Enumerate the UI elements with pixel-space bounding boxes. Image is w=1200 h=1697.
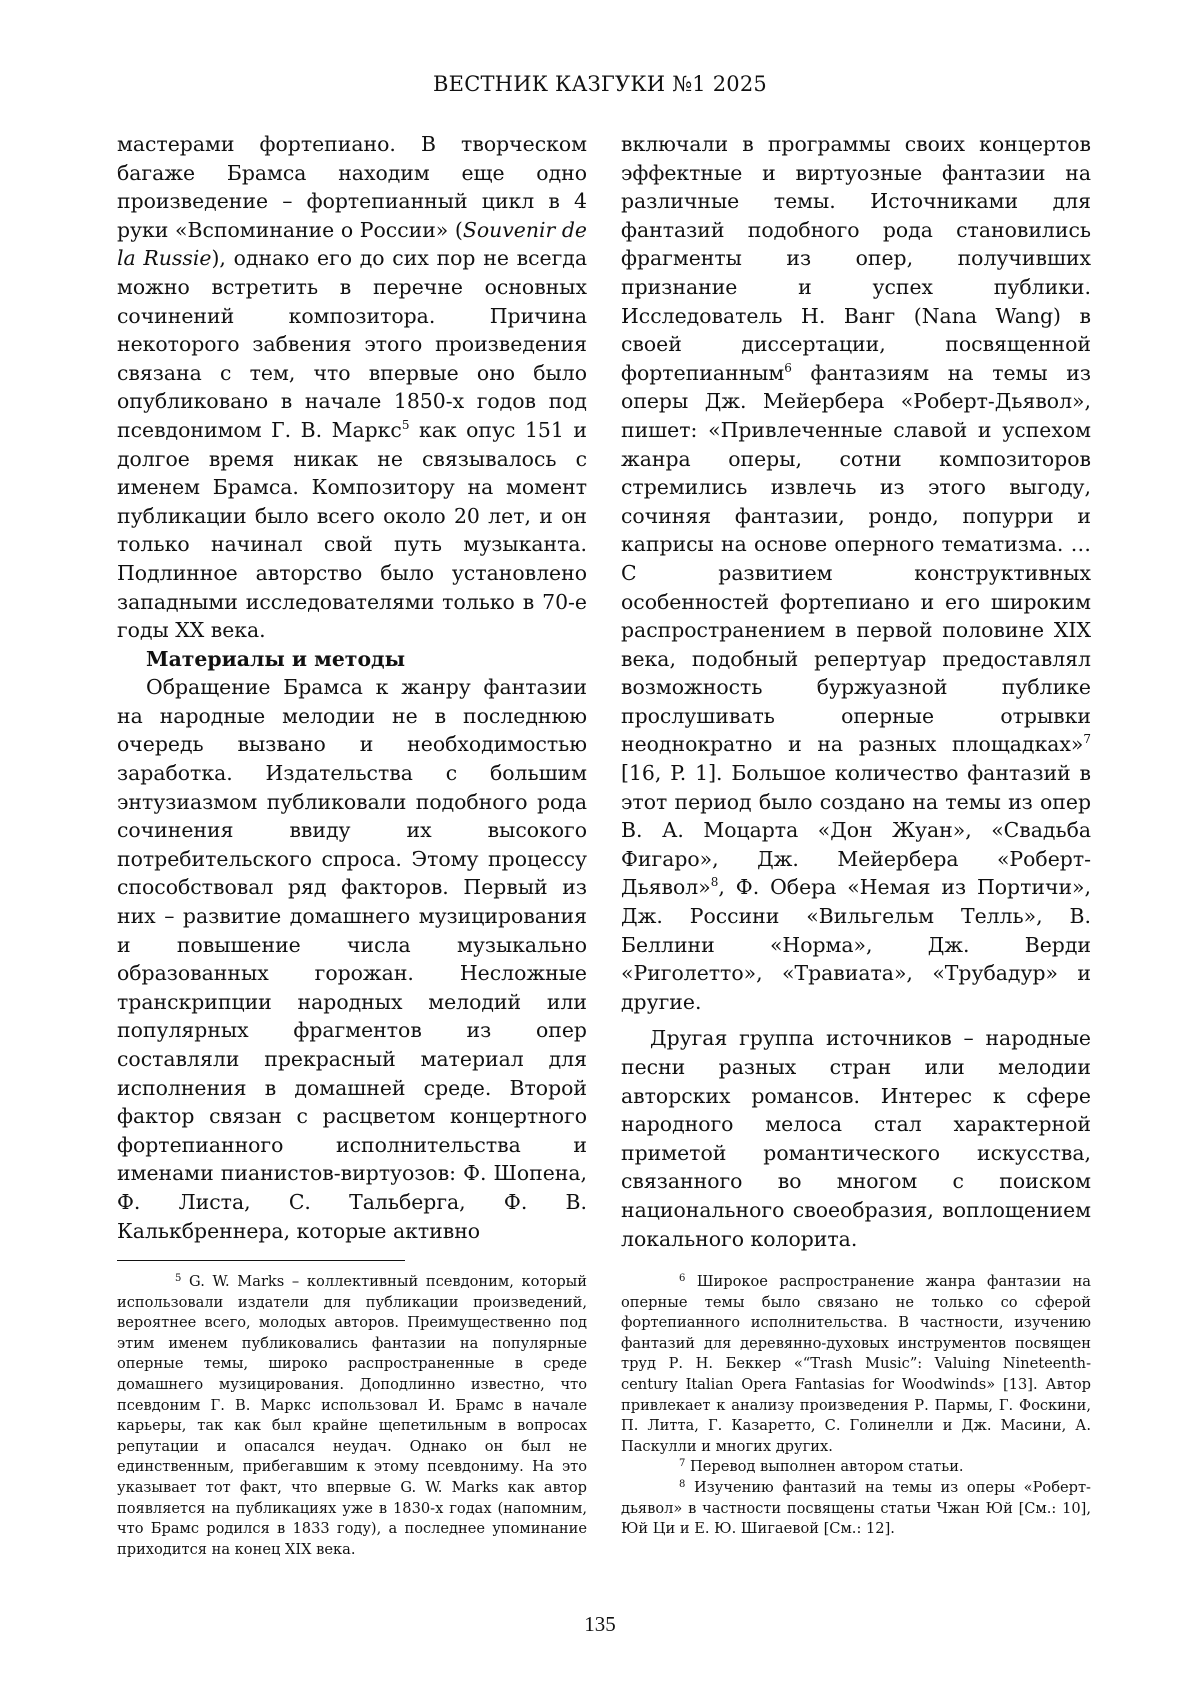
footnotes-right <box>621 1272 1091 1540</box>
footnote-ref-5[interactable]: 5 <box>401 417 410 432</box>
section-heading: Материалы и методы <box>146 646 406 671</box>
running-title: ВЕСТНИК КАЗГУКИ №1 2025 <box>433 72 767 96</box>
footnote-ref-6[interactable]: 6 <box>784 360 792 375</box>
page-number: 135 <box>584 1612 616 1636</box>
footnote-ref-8[interactable]: 8 <box>710 875 719 890</box>
paragraph: мастерами фортепиано. В творческом багаже Брамса находим еще одно произведение – фортепианный цикл в 4 руки «Вспоминание о России» (Souvenir de la Russie), однако его до сих пор не всегда можно встретить в перечне основных сочинений композитора. Причина некоторого забвения этого произведения связана с тем, что впервые оно было опубликовано в начале 1850-х годов под псевдонимом Г. В. Маркс$^5$ как опус 151 и долгое время никак не связывалось с именем Брамса. Композитору на момент публикации было всего около 20 лет, и он только начинал свой путь музыканта. Подлинное авторство было установлено западными исследователями только в 70-е годы XX века. <box>117 132 588 643</box>
footnote-separator <box>117 1260 405 1261</box>
left-column <box>117 130 587 1245</box>
paragraph: включали в программы своих концертов эффектные и виртуозные фантазии на различные темы. Источниками для фантазий подобного рода становились фрагменты из опер, получивших признание и успех публики. Исследователь Н. Ванг (Nana Wang) в своей диссертации, посвященной фортепианным$^6$ фантазиям на темы из оперы Дж. Мейербера «Роберт-Дьявол», пишет: «Привлеченные славой и успехом жанра оперы, сотни композиторов стремились извлечь из этого выгоду, сочиняя фантазии, рондо, попурри и каприсы на основе оперного тематизма. … С развитием конструктивных особенностей фортепиано и его широким распространением в первой половине XIX века, подобный репертуар предоставлял возможность буржуазной публике прослушивать оперные отрывки неоднократно и на разных площадках»$^7$ [16, P. 1]. Большое количество фантазий в этот период было создано на темы из опер В. А. Моцарта «Дон Жуан», «Свадьба Фигаро», Дж. Мейербера «Роберт-Дьявол»$^8$, Ф. Обера «Немая из Портичи», Дж. Россини «Вильгельм Телль», В. Беллини «Норма», Дж. Верди «Риголетто», «Травиата», «Трубадур» и другие. <box>621 132 1091 1014</box>
footnote-5: $^5$ G. W. Marks – коллективный псевдоним, который использовали издатели для публикации произведений, вероятнее всего, молодых авторов. Преимущественно под этим именем публиковались фантазии на популярные оперные темы, широко распространенные в среде домашнего музицирования. Доподлинно известно, что псевдоним Г. В. Маркс использовал И. Брамс в начале карьеры, так как был крайне щепетильным в вопросах репутации и опасался неудач. Однако он был не единственным, прибегавшим к этому псевдониму. На это указывает тот факт, что впервые G. W. Marks как автор появляется на публикациях уже в 1830-х годах (напомним, что Брамс родился в 1833 году), а последнее упоминание приходится на конец XIX века. <box>117 1273 587 1558</box>
footnotes-left <box>117 1272 587 1560</box>
italic-title: Souvenir de la Russie <box>117 217 588 271</box>
paragraph: Другая группа источников – народные песни разных стран или мелодии авторских романсов. Интерес к сфере народного мелоса стал характерной приметой романтического искусства, связанного во многом с поиском национального своеобразия, воплощением локального колорита. <box>621 1026 1091 1251</box>
paragraph: Обращение Брамса к жанру фантазии на народные мелодии не в последнюю очередь вызвано и необходимостью заработка. Издательства с большим энтузиазмом публиковали подобного рода сочинения ввиду их высокого потребительского спроса. Этому процессу способствовал ряд факторов. Первый из них – развитие домашнего музицирования и повышение числа музыкально образованных горожан. Несложные транскрипции народных мелодий или популярных фрагментов из опер составляли прекрасный материал для исполнения в домашней среде. Второй фактор связан с расцветом концертного фортепианного исполнительства и именами пианистов-виртуозов: Ф. Шопена, Ф. Листа, С. Тальберга, Ф. В. Калькбреннера, которые активно <box>117 675 587 1243</box>
footnote-7: $^7$ Перевод выполнен автором статьи. <box>679 1458 964 1476</box>
footnote-6: $^6$ Широкое распространение жанра фантазии на оперные темы было связано не только со сферой фортепианного исполнительства. В частности, изучению фантазий для деревянно-духовых инструментов посвящен труд Р. Н. Беккер «“Trash Music”: Valuing Nineteenth-century Italian Opera Fantasias for Woodwinds» [13]. Автор привлекает к анализу произведения Р. Пармы, Г. Фоскини, П. Литта, Г. Казаретто, С. Голинелли и Дж. Масини, А. Паскулли и многих других. <box>621 1273 1091 1455</box>
footnote-8: $^8$ Изучению фантазий на темы из оперы «Роберт-дьявол» в частности посвящены статьи Чжан Юй [См.: 10], Юй Ци и Е. Ю. Шигаевой [См.: 12]. <box>621 1478 1091 1538</box>
footnote-ref-7[interactable]: 7 <box>1083 732 1091 747</box>
right-column <box>621 130 1091 1253</box>
